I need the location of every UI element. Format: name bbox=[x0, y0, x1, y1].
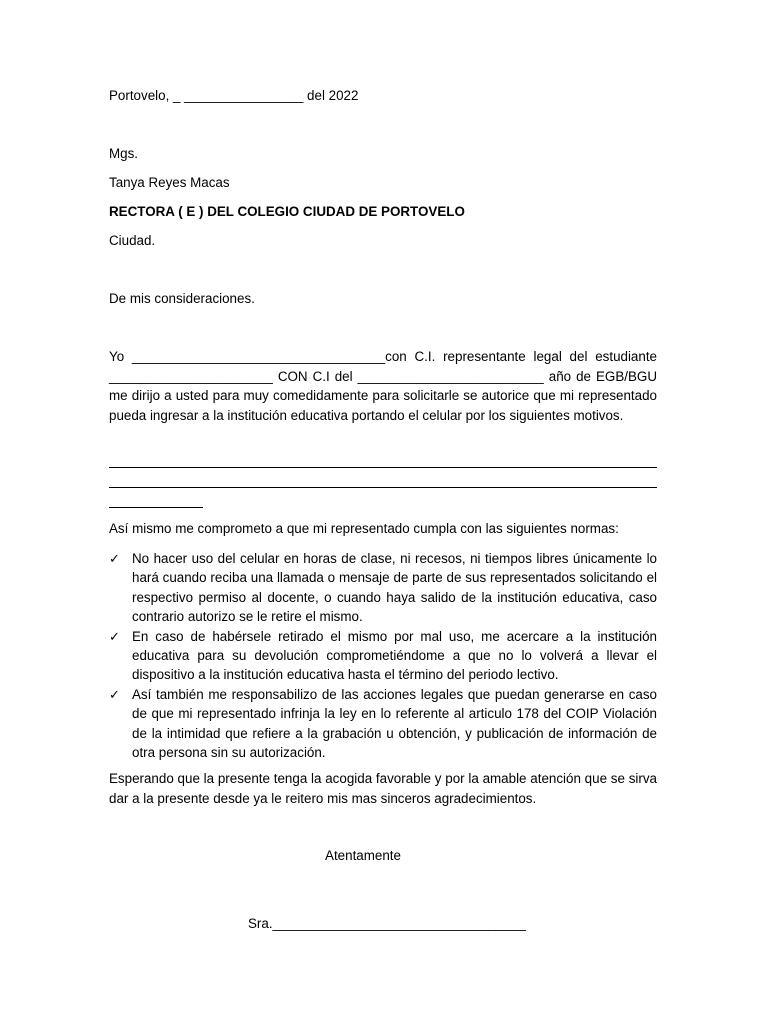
reason-blank-line-1 bbox=[109, 467, 657, 468]
rule-item bbox=[109, 685, 657, 763]
place-date-line: Portovelo, _ ________________ del 2022 bbox=[109, 88, 359, 103]
signature-line: Sra.__________________________________ bbox=[248, 916, 526, 931]
checkmark-icon: ✓ bbox=[109, 551, 120, 566]
reason-blank-line-2 bbox=[109, 487, 657, 488]
rule-item bbox=[109, 549, 657, 627]
commitment-intro: Así mismo me comprometo a que mi representado cumpla con las siguientes normas: bbox=[109, 521, 619, 536]
rule-text: En caso de habérsele retirado el mismo por mal uso, me acercare a la institución educativa para su devolución comprometiéndome a que no lo volverá a llevar el dispositivo a la institución educativa hasta el término del periodo lectivo. bbox=[132, 628, 657, 683]
recipient-position: RECTORA ( E ) DEL COLEGIO CIUDAD DE PORTOVELO bbox=[109, 204, 465, 219]
request-paragraph: Yo __________________________________con C.I. representante legal del estudiante ______________________ CON C.I del _________________________ año de EGB/BGU me dirijo a usted para muy comedidamente para solicitarle se autorice que mi representado pueda ingresar a la institución educativa portando el celular por los siguientes motivos. bbox=[109, 349, 657, 423]
checkmark-icon: ✓ bbox=[109, 686, 120, 702]
closing-paragraph: Esperando que la presente tenga la acogida favorable y por la amable atención que se sirva dar a la presente desde ya le reitero mis mas sinceros agradecimientos. bbox=[109, 771, 657, 806]
rules-list bbox=[109, 549, 657, 762]
rule-text: No hacer uso del celular en horas de clase, ni recesos, ni tiempos libres únicamente lo hará cuando reciba una llamada o mensaje de parte de sus representados solicitando el respectivo permiso al docente, o cuando haya salido de la institución educativa, caso contrario autorizo se le retire el mismo. bbox=[132, 551, 657, 625]
rule-item bbox=[109, 627, 657, 685]
farewell: Atentamente bbox=[325, 848, 401, 863]
checkmark-icon: ✓ bbox=[109, 628, 120, 644]
greeting: De mis consideraciones. bbox=[109, 291, 255, 306]
recipient-title: Mgs. bbox=[109, 146, 139, 161]
recipient-city: Ciudad. bbox=[109, 233, 156, 248]
rule-text: Así también me responsabilizo de las acciones legales que puedan generarse en caso de que mi representado infrinja la ley en lo referente al articulo 178 del COIP Violación de la intimidad que refiere a la grabación u obtención, y publicación de información de otra persona sin su autorización. bbox=[132, 686, 657, 761]
recipient-name: Tanya Reyes Macas bbox=[109, 175, 230, 190]
reason-blank-line-3 bbox=[109, 507, 203, 508]
